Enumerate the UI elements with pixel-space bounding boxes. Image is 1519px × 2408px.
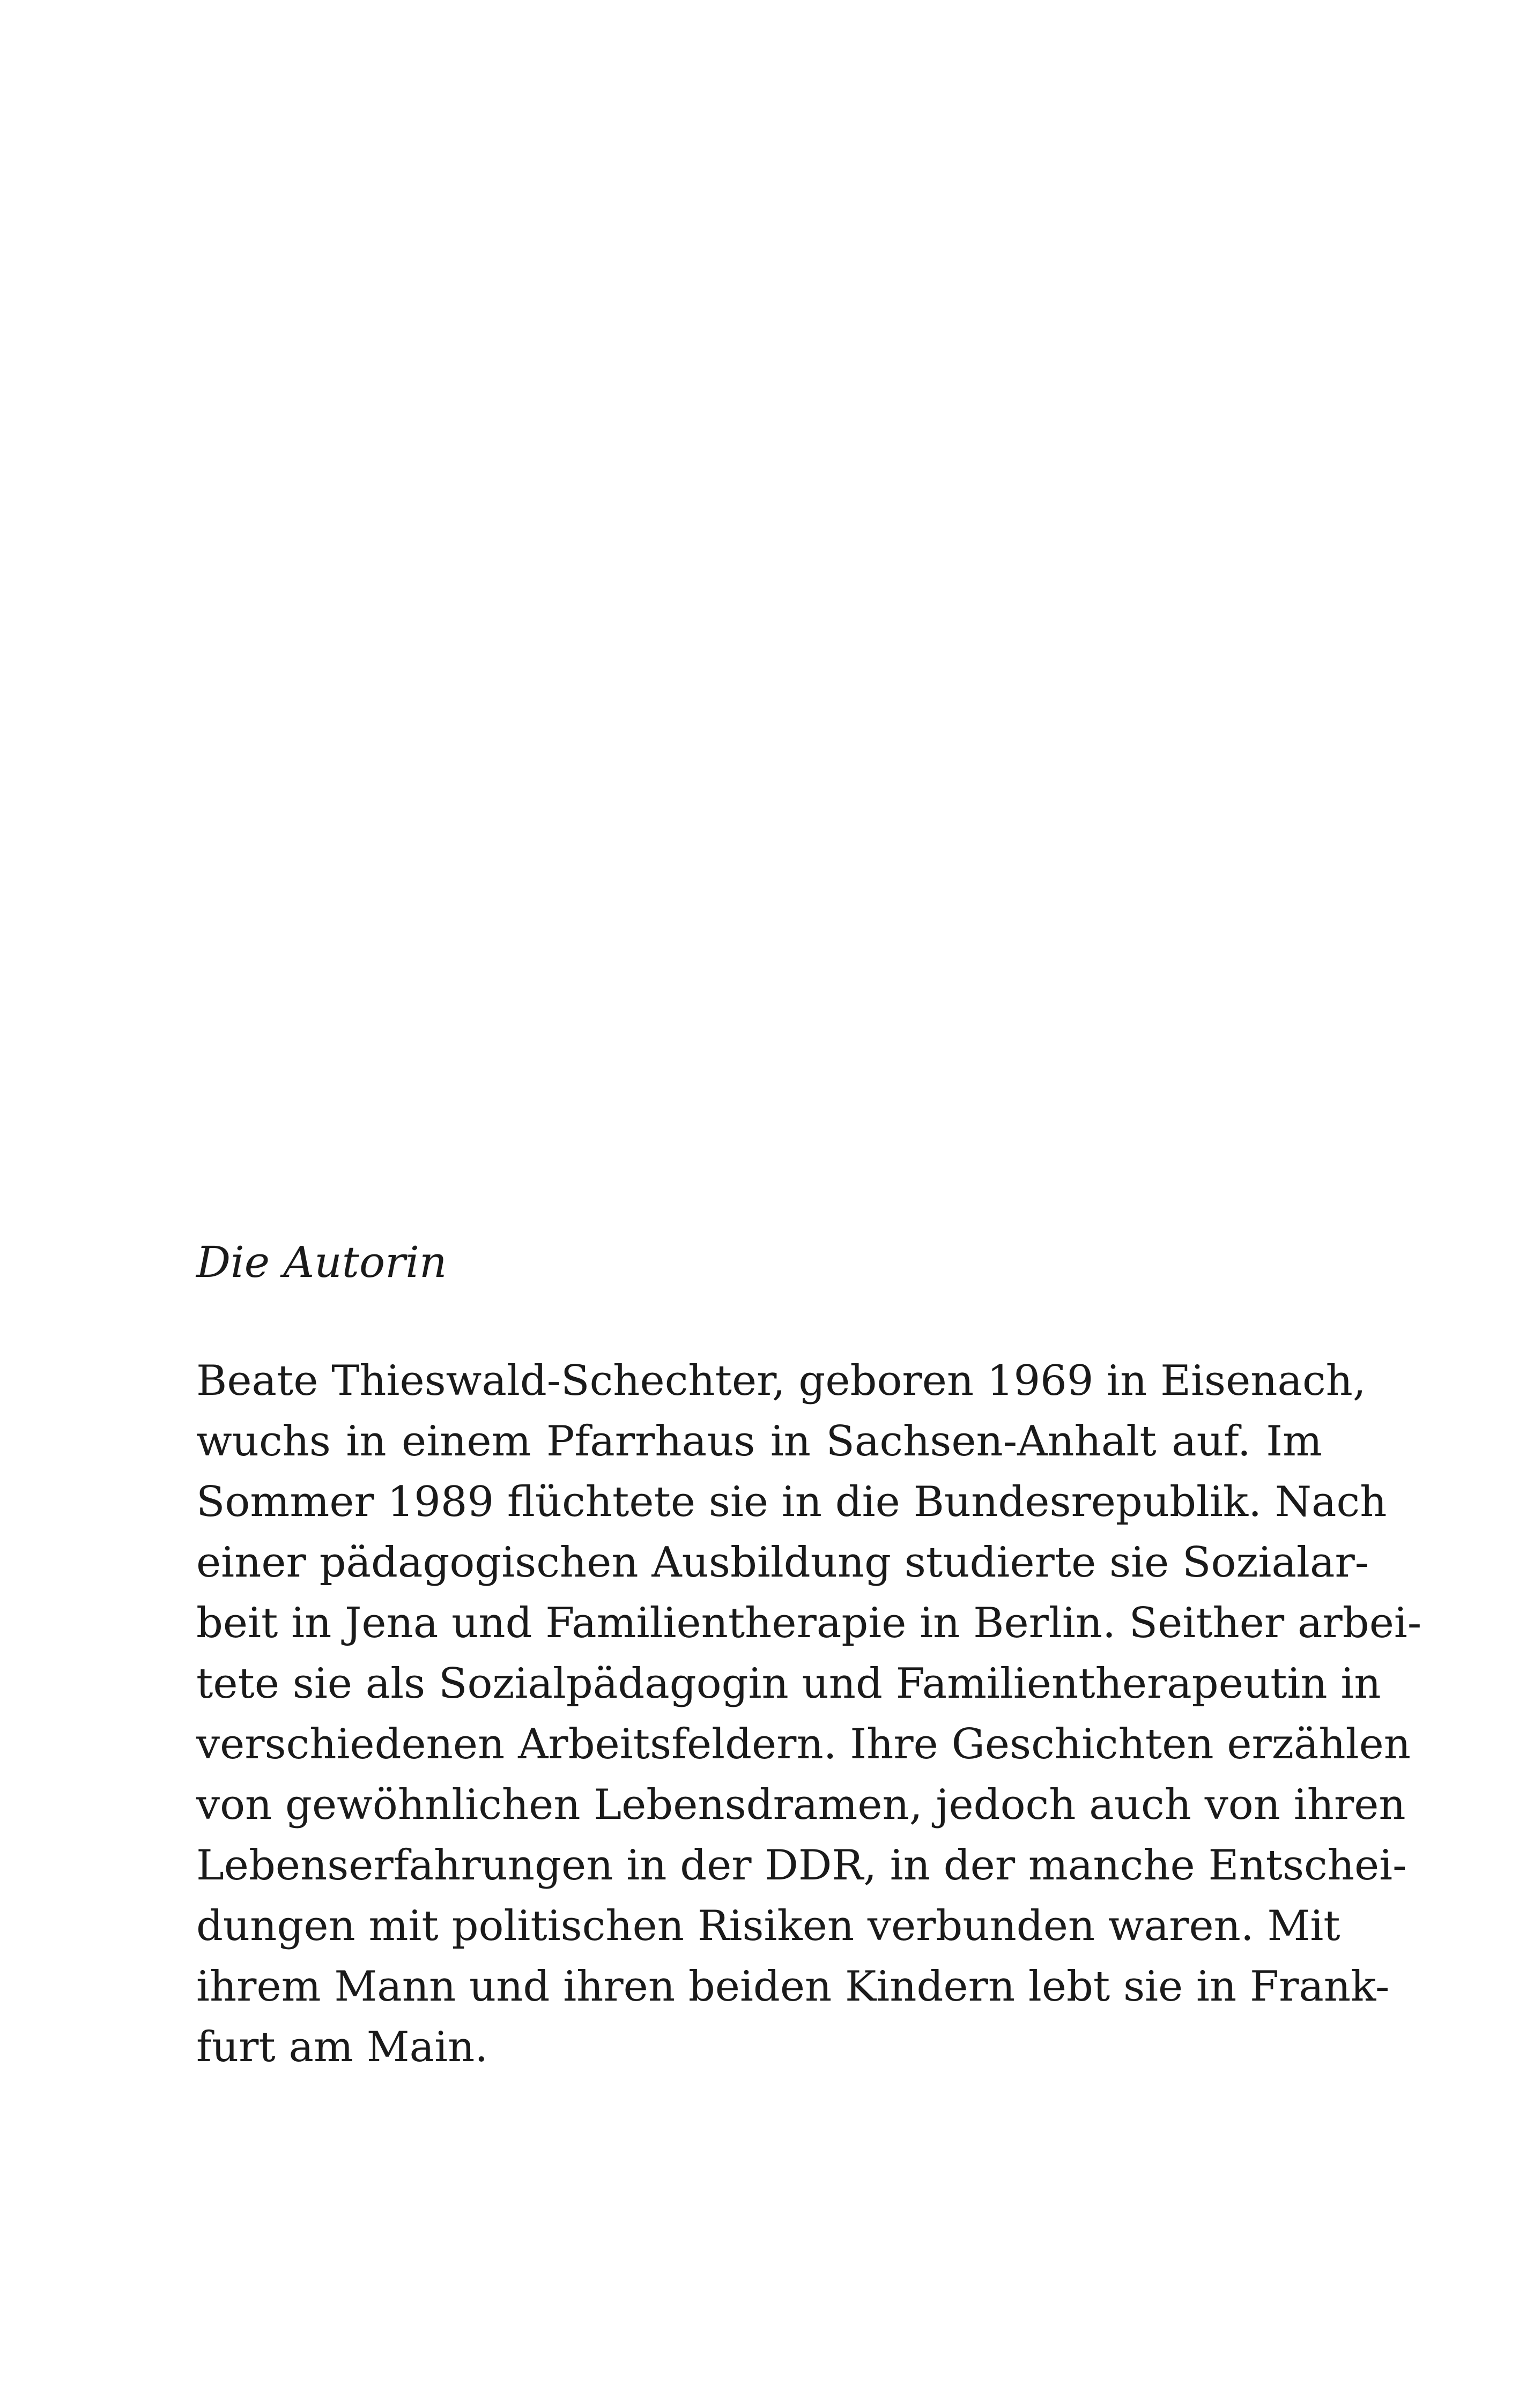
section-heading: Die Autorin <box>196 1237 447 1287</box>
bio-line: Sommer 1989 flüchtete sie in die Bundesrepublik. Nach <box>196 1478 1387 1526</box>
bio-line: tete sie als Sozialpädagogin und Familientherapeutin in <box>196 1660 1381 1708</box>
author-bio-text <box>196 1351 1422 2078</box>
bio-line: von gewöhnlichen Lebensdramen, jedoch auch von ihren <box>196 1781 1406 1829</box>
bio-line: ihrem Mann und ihren beiden Kindern lebt sie in Frank- <box>196 1963 1390 2011</box>
bio-line: furt am Main. <box>196 2023 488 2071</box>
bio-line: Beate Thieswald-Schechter, geboren 1969 in Eisenach, <box>196 1357 1366 1405</box>
bio-line: verschiedenen Arbeitsfeldern. Ihre Geschichten erzählen <box>196 1720 1411 1768</box>
bio-line: Lebenserfahrungen in der DDR, in der manche Entschei- <box>196 1841 1407 1890</box>
bio-line: dungen mit politischen Risiken verbunden waren. Mit <box>196 1902 1340 1950</box>
author-bio-section <box>196 1233 1422 2078</box>
bio-line: einer pädagogischen Ausbildung studierte sie Sozialar- <box>196 1539 1369 1587</box>
bio-line: wuchs in einem Pfarrhaus in Sachsen-Anhalt auf. Im <box>196 1417 1322 1466</box>
bio-line: beit in Jena und Familientherapie in Berlin. Seither arbei- <box>196 1599 1422 1647</box>
